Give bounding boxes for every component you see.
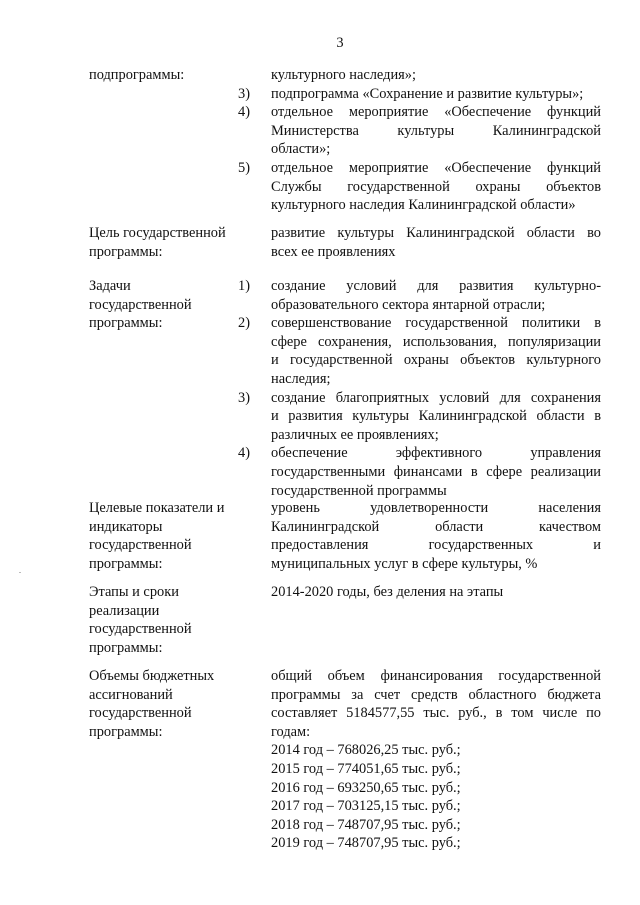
label-line: программы: — [89, 723, 163, 740]
budget-year-line: 2015 год – 774051,65 тыс. руб.; — [271, 760, 461, 777]
budget-label — [89, 667, 254, 741]
item-line: государственными финансами в сфере реализации — [271, 463, 601, 480]
stages-label — [89, 583, 254, 657]
label-line: реализации — [89, 602, 160, 619]
label-line: ассигнований — [89, 686, 173, 703]
subprograms-label: подпрограммы: — [89, 67, 185, 83]
item-text — [271, 444, 601, 500]
item-line: различных ее проявлениях; — [271, 426, 439, 443]
item-line: подпрограмма «Сохранение и развитие культуры»; — [271, 85, 584, 102]
budget-line: составляет 5184577,55 тыс. руб., в том числе по — [271, 705, 601, 722]
scan-mark — [19, 572, 21, 573]
subprogram-item-5 — [238, 159, 601, 215]
label-line: программы: — [89, 639, 163, 656]
item-line: Службы государственной охраны объектов — [271, 178, 601, 195]
item-text — [271, 389, 601, 445]
item-line: отдельное мероприятие «Обеспечение функций — [271, 160, 601, 176]
item-line: отдельное мероприятие «Обеспечение функций — [271, 104, 601, 121]
item-number: 4) — [238, 104, 250, 121]
goal-text — [271, 224, 601, 261]
item-text — [271, 159, 601, 215]
budget-line: программы за счет средств областного бюджета — [271, 686, 601, 703]
indicators-line: предоставления государственных и — [271, 537, 601, 554]
budget-year-line: 2016 год – 693250,65 тыс. руб.; — [271, 779, 461, 796]
goal-line: всех ее проявлениях — [271, 243, 396, 260]
page-number: 3 — [336, 35, 344, 51]
indicators-line: уровень удовлетворенности населения — [271, 500, 601, 516]
item-number: 3) — [238, 389, 250, 406]
item-number: 1) — [238, 278, 250, 294]
budget-year-line: 2019 год – 748707,95 тыс. руб.; — [271, 835, 461, 852]
subprogram-item-3 — [238, 85, 601, 104]
label-line: государственной — [89, 621, 192, 638]
item-line: области»; — [271, 141, 331, 158]
item-line: образовательного сектора янтарной отрасли; — [271, 296, 546, 313]
item-line: и государственной охраны объектов культурного — [271, 352, 601, 369]
budget-text — [271, 667, 601, 853]
task-item-1 — [238, 277, 601, 314]
label-line: Задачи — [89, 278, 131, 294]
label-line: программы: — [89, 555, 163, 572]
label-line: Этапы и сроки — [89, 584, 179, 600]
item-text — [271, 277, 601, 314]
item-text — [271, 314, 601, 388]
budget-year-line: 2014 год – 768026,25 тыс. руб.; — [271, 742, 461, 759]
tasks-label — [89, 277, 254, 333]
item-number: 3) — [238, 85, 250, 102]
label-line: государственной — [89, 705, 192, 722]
item-line: и развития культуры Калининградской области в — [271, 408, 601, 425]
subprogram-item-4 — [238, 103, 601, 159]
subprogram-item-continued — [271, 66, 601, 85]
stages-text — [271, 583, 601, 602]
item-line: Министерства культуры Калининградской — [271, 122, 601, 139]
item-line: сфере сохранения, использования, популяризации — [271, 333, 601, 350]
item-number: 4) — [238, 445, 250, 462]
label-line: Цель государственной — [89, 225, 226, 241]
goal-line: развитие культуры Калининградской области во — [271, 225, 601, 241]
item-number: 2) — [238, 315, 250, 332]
item-line: культурного наследия Калининградской области» — [271, 197, 576, 214]
item-text — [271, 103, 601, 159]
label-line: государственной — [89, 296, 192, 313]
label-line: программы: — [89, 315, 163, 332]
item-line: создание условий для развития культурно- — [271, 278, 601, 294]
budget-year-line: 2018 год – 748707,95 тыс. руб.; — [271, 816, 461, 833]
item-line: совершенствование государственной политики в — [271, 315, 601, 332]
subprogram-item-line: культурного наследия»; — [271, 67, 416, 83]
label-line: государственной — [89, 537, 192, 554]
item-line: создание благоприятных условий для сохранения — [271, 389, 601, 406]
label-line: Целевые показатели и — [89, 500, 225, 516]
task-item-2 — [238, 314, 601, 388]
indicators-text — [271, 499, 601, 573]
item-line: наследия; — [271, 370, 331, 387]
label-line: программы: — [89, 243, 163, 260]
indicators-line: муниципальных услуг в сфере культуры, % — [271, 555, 538, 572]
budget-line: общий объем финансирования государственной — [271, 668, 601, 684]
budget-year-line: 2017 год – 703125,15 тыс. руб.; — [271, 798, 461, 815]
label-line: индикаторы — [89, 518, 163, 535]
label-line: Объемы бюджетных — [89, 668, 215, 684]
indicators-line: Калининградской области качеством — [271, 518, 601, 535]
item-text — [271, 85, 601, 104]
item-number: 5) — [238, 160, 250, 176]
stages-line: 2014-2020 годы, без деления на этапы — [271, 584, 504, 600]
item-line: обеспечение эффективного управления — [271, 445, 601, 462]
task-item-4 — [238, 444, 601, 500]
indicators-label — [89, 499, 254, 573]
goal-label — [89, 224, 254, 261]
task-item-3 — [238, 389, 601, 445]
item-line: государственной программы — [271, 482, 447, 499]
budget-line: годам: — [271, 723, 311, 740]
